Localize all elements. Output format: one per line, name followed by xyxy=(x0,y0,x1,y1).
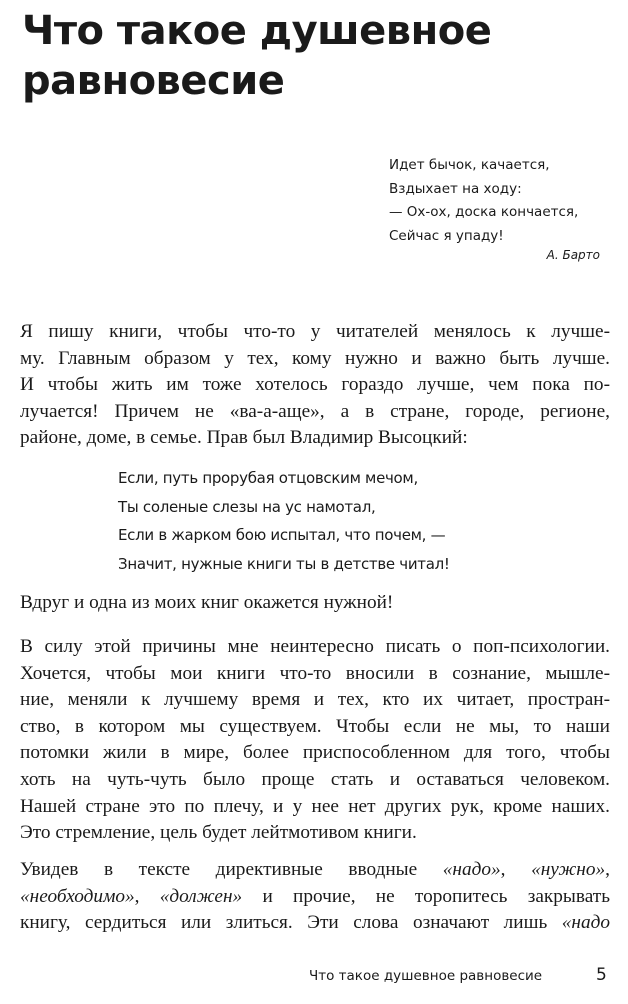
text-run: и прочие, не торопитесь закрывать xyxy=(242,885,611,907)
chapter-title-line-1: Что такое душевное xyxy=(22,8,492,54)
epigraph-line: Сейчас я упаду! xyxy=(389,227,504,244)
paragraph-useful-book xyxy=(20,590,610,617)
text-line xyxy=(20,857,610,884)
italic-word: «надо xyxy=(561,912,610,934)
chapter-title xyxy=(22,6,491,106)
text-line: Нашей стране это по плечу, и у нее нет других рук, кроме наших. xyxy=(20,795,610,817)
epigraph-line: Идет бычок, качается, xyxy=(389,157,550,173)
text-line: лучается! Причем не «ва-а-аще», а в стране, городе, регионе, xyxy=(20,400,610,422)
epigraph-line: Вздыхает на ходу: xyxy=(389,180,522,197)
text-line: му. Главным образом у тех, кому нужно и важно быть лучше. xyxy=(20,347,610,369)
text-line: В силу этой причины мне неинтересно писать о поп-психологии. xyxy=(20,636,610,657)
italic-word: «нужно» xyxy=(531,859,606,880)
poem-line: Ты соленые слезы на ус намотал, xyxy=(118,497,376,516)
italic-word: «надо» xyxy=(442,859,501,880)
text-line: ние, меняли к лучшему время и тех, кто их читает, простран- xyxy=(20,689,610,711)
chapter-title-line-2: равновесие xyxy=(22,58,285,104)
text-line: потомки жили в мире, более приспособленном для того, чтобы xyxy=(20,742,610,764)
text-line: Это стремление, цель будет лейтмотивом книги. xyxy=(20,822,417,844)
running-title: Что такое душевное равновесие xyxy=(309,968,543,984)
paragraph-intro xyxy=(20,319,610,452)
text-line: Я пишу книги, чтобы что-то у читателей менялось к лучше- xyxy=(20,321,610,342)
text-line: Хочется, чтобы мои книги что-то вносили в сознание, мышле- xyxy=(20,662,610,684)
poem-line: Значит, нужные книги ты в детстве читал! xyxy=(118,555,450,574)
text-line: И чтобы жить им тоже хотелось гораздо лучше, чем пока по- xyxy=(20,374,610,396)
text-line: районе, доме, в семье. Прав был Владимир Высоцкий: xyxy=(20,427,468,449)
text-run: , xyxy=(134,885,160,907)
text-run: , xyxy=(605,859,610,880)
text-run: книгу, сердиться или злиться. Эти слова означают лишь xyxy=(20,912,562,934)
text-line xyxy=(20,910,610,937)
epigraph-author: А. Барто xyxy=(546,248,600,262)
text-line: ство, в котором мы существуем. Чтобы если не мы, то наши xyxy=(20,715,610,737)
poem-quote xyxy=(118,464,450,579)
italic-word: «должен» xyxy=(159,885,243,907)
text-line: хоть на чуть-чуть было проще стать и оставаться человеком. xyxy=(20,768,610,790)
epigraph-line: — Ох-ох, доска кончается, xyxy=(389,204,579,220)
paragraph-motivation xyxy=(20,634,610,847)
text-run: , xyxy=(500,859,532,880)
text-line xyxy=(20,884,610,911)
poem-line: Если, путь прорубая отцовским мечом, xyxy=(118,469,418,487)
text-run: Увидев в тексте директивные вводные xyxy=(20,859,443,880)
poem-line: Если в жарком бою испытал, что почем, — xyxy=(118,526,446,545)
paragraph-directives xyxy=(20,857,610,937)
italic-word: «необходимо» xyxy=(20,885,135,907)
page-number: 5 xyxy=(596,965,607,985)
epigraph xyxy=(389,154,578,248)
text-line: Вдруг и одна из моих книг окажется нужной! xyxy=(20,592,394,613)
